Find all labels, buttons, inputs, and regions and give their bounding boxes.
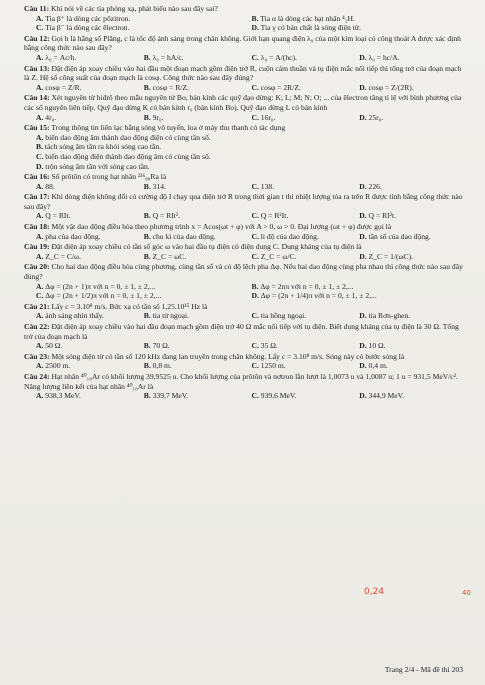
option-text: Tia γ có bản chất là sóng điện từ. <box>260 23 361 33</box>
option-label: A. <box>36 82 44 92</box>
answer-option <box>252 232 360 242</box>
answer-option <box>252 23 468 33</box>
option-label: D. <box>359 391 367 401</box>
question-text <box>24 262 467 281</box>
option-label: B. <box>143 361 151 371</box>
answer-option <box>144 182 252 192</box>
answer-option <box>359 341 467 351</box>
question-number: Câu 23: <box>24 351 50 361</box>
option-label: D. <box>359 251 367 261</box>
answer-option <box>359 83 467 93</box>
option-label: C. <box>251 391 259 401</box>
option-label: D. <box>359 112 367 122</box>
option-label: D. <box>359 181 367 191</box>
option-label: C. <box>251 112 259 122</box>
question-stem: Một vật dao động điều hòa theo phương trình x = Acos(ωt + φ) với A > 0, ω > 0. Đại lượng (ωt + φ) được gọi là <box>51 222 392 232</box>
option-text: Z_C = ωC. <box>152 251 187 261</box>
question-number: Câu 15: <box>24 123 50 133</box>
answer-option <box>359 391 467 401</box>
question-text <box>24 242 467 252</box>
answer-options <box>24 113 467 123</box>
question-text <box>24 372 467 391</box>
option-text: Z_C = C/ω. <box>45 251 81 261</box>
question-text <box>24 64 467 83</box>
question-number: Câu 14: <box>24 93 50 103</box>
question-stem: Trong thông tin liên lạc bằng sóng vô tuyến, loa ở máy thu thanh có tác dụng <box>51 123 286 133</box>
answer-options <box>24 311 467 321</box>
option-label: D. <box>359 341 367 351</box>
option-label: C. <box>251 82 259 92</box>
option-label: D. <box>251 23 259 33</box>
option-text: 25r₀. <box>368 112 384 122</box>
answer-option <box>359 113 467 123</box>
option-text: tia hồng ngoại. <box>260 311 307 321</box>
option-label: D. <box>359 231 367 241</box>
option-label: A. <box>36 13 44 23</box>
option-label: A. <box>36 361 44 371</box>
option-label: A. <box>36 341 44 351</box>
answer-options <box>24 133 467 171</box>
answer-option <box>36 152 467 162</box>
question-text <box>24 34 467 53</box>
answer-option <box>359 53 467 63</box>
question-number: Câu 18: <box>24 222 50 232</box>
answer-option <box>36 361 144 371</box>
question-text <box>24 192 467 211</box>
answer-option <box>36 252 144 262</box>
option-text: Q = RI²t. <box>368 211 396 221</box>
question-number: Câu 17: <box>24 192 50 202</box>
question-number: Câu 19: <box>24 242 50 252</box>
option-label: C. <box>251 341 259 351</box>
option-label: D. <box>251 291 259 301</box>
answer-option <box>36 14 252 24</box>
question-stem: Hạt nhân ⁴⁰₁₈Ar có khối lượng 39,9525 u. Cho khối lượng của prôtôn và nơtron lần lượt là 1,0073 u và 1,0087 u; 1 u = 931,5 MeV/c². Năng lượng liên kết của hạt nhân ⁴⁰₁₈Ar là <box>24 371 458 391</box>
question-number: Câu 12: <box>24 33 50 43</box>
question-block <box>24 172 467 191</box>
option-label: C. <box>251 52 259 62</box>
question-stem: Đặt điện áp xoay chiều có tần số góc ω vào hai đầu tụ điện có điện dung C. Dung kháng của tụ điện là <box>51 242 362 252</box>
question-stem: Một sóng điện từ có tần số 120 kHz đang lan truyền trong chân không. Lấy c = 3.10⁸ m/s. Sóng này có bước sóng là <box>51 351 405 361</box>
option-text: 314. <box>152 181 166 191</box>
option-label: C. <box>251 311 259 321</box>
option-text: 1250 m. <box>260 361 286 371</box>
option-text: λ₀ = hc/A. <box>368 52 400 62</box>
answer-option <box>36 282 252 292</box>
question-number: Câu 21: <box>24 301 50 311</box>
option-text: Δφ = 2nπ với n = 0, ± 1, ± 2,... <box>260 281 354 291</box>
option-label: D. <box>359 311 367 321</box>
option-text: 88. <box>45 181 55 191</box>
option-text: Z_C = ω/C. <box>260 251 297 261</box>
option-text: 9r₀. <box>152 112 164 122</box>
question-block <box>24 34 467 63</box>
option-label: B. <box>143 211 151 221</box>
option-label: A. <box>36 251 44 261</box>
option-text: tia tử ngoại. <box>152 311 190 321</box>
question-block <box>24 302 467 321</box>
option-text: pha của dao động. <box>45 231 101 241</box>
answer-option <box>252 391 360 401</box>
option-text: Q = RIt². <box>152 211 181 221</box>
question-list <box>24 4 467 401</box>
option-text: ánh sáng nhìn thấy. <box>45 311 104 321</box>
answer-options <box>24 211 467 221</box>
option-text: 339,7 MeV. <box>152 391 189 401</box>
answer-options <box>24 391 467 401</box>
option-text: cosφ = R/Z. <box>152 82 189 92</box>
answer-option <box>144 53 252 63</box>
question-number: Câu 24: <box>24 371 50 381</box>
answer-options <box>24 53 467 63</box>
question-block <box>24 93 467 122</box>
question-stem: Đặt điện áp xoay chiều vào hai đầu một đoạn mạch gồm điện trở R, cuộn cảm thuần và tụ điện mắc nối tiếp thì tổng trở của đoạn mạch là Z. Hệ số công suất của đoạn mạch là cosφ. Công thức nào sau đây đúng? <box>24 63 462 83</box>
answer-option <box>359 211 467 221</box>
option-text: 16r₀. <box>260 112 276 122</box>
option-label: B. <box>143 181 151 191</box>
question-number: Câu 13: <box>24 63 50 73</box>
option-text: cosφ = 2R/Z. <box>260 82 301 92</box>
option-label: C. <box>36 151 44 161</box>
answer-option <box>144 83 252 93</box>
option-text: biến dao động điện thành dao động âm có cùng tần số. <box>45 151 211 161</box>
question-stem: Xét nguyên tử hiđrô theo mẫu nguyên tử Bo, bán kính các quỹ đạo dừng: K; L; M; N; O; ... của êlectron tăng tỉ lệ với bình phương của các số nguyên liên tiếp. Quỹ đạo dừng K có bán kính r₀ (bán kính Bo). Quỹ đạo dừng L có bán kính <box>24 93 462 112</box>
answer-options <box>24 341 467 351</box>
answer-option <box>252 182 360 192</box>
question-block <box>24 352 467 371</box>
option-label: B. <box>143 391 151 401</box>
answer-option <box>144 341 252 351</box>
option-text: λ₀ = A/(hc). <box>260 52 297 62</box>
option-text: Tia β⁻ là dòng các êlectron. <box>45 23 130 33</box>
answer-option <box>252 14 468 24</box>
option-label: D. <box>36 161 44 171</box>
option-label: B. <box>143 231 151 241</box>
option-label: B. <box>143 341 151 351</box>
option-text: biến dao động âm thành dao động điện có cùng tần số. <box>45 132 211 142</box>
answer-option <box>252 341 360 351</box>
question-stem: Khi nói về các tia phóng xạ, phát biểu nào sau đây sai? <box>51 4 218 13</box>
option-text: tần số của dao động. <box>368 231 431 241</box>
question-text <box>24 302 467 312</box>
answer-option <box>144 252 252 262</box>
option-label: B. <box>36 142 43 152</box>
option-text: 2500 m. <box>45 361 71 371</box>
answer-option <box>144 311 252 321</box>
question-stem: Gọi h là hằng số Plăng, c là tốc độ ánh sáng trong chân không. Giới hạn quang điện λ₀ của một kim loại có công thoát A được xác định bằng công thức nào sau đây? <box>24 33 461 53</box>
question-text <box>24 93 467 112</box>
option-label: A. <box>36 211 44 221</box>
question-stem: Lấy c = 3.10⁸ m/s. Bức xạ có tần số 1,25.10¹⁵ Hz là <box>51 301 208 311</box>
option-text: tách sóng âm tần ra khỏi sóng cao tần. <box>44 142 162 152</box>
answer-option <box>36 391 144 401</box>
answer-option <box>252 53 360 63</box>
answer-option <box>252 113 360 123</box>
answer-options <box>24 252 467 262</box>
option-text: Δφ = (2n + 1/4)π với n = 0, ± 1, ± 2,... <box>260 291 377 301</box>
answer-option <box>144 361 252 371</box>
option-text: 939,6 MeV. <box>260 391 297 401</box>
option-label: A. <box>36 281 44 291</box>
answer-option <box>252 211 360 221</box>
option-label: B. <box>143 112 151 122</box>
answer-option <box>36 113 144 123</box>
option-text: 938,3 MeV. <box>45 391 81 401</box>
handwritten-note-right: 40 <box>462 589 471 597</box>
option-label: A. <box>36 181 44 191</box>
option-label: B. <box>143 311 151 321</box>
option-text: cosφ = Z/(2R). <box>368 82 414 92</box>
option-text: Δφ = (2n + 1/2)π với n = 0, ± 1, ± 2,... <box>45 291 162 301</box>
answer-option <box>36 133 467 143</box>
answer-option <box>36 162 467 172</box>
option-label: B. <box>143 52 151 62</box>
question-block <box>24 372 467 401</box>
question-block <box>24 262 467 300</box>
answer-option <box>252 291 468 301</box>
answer-option <box>252 361 360 371</box>
option-label: A. <box>36 52 44 62</box>
option-text: 226. <box>368 181 382 191</box>
question-text <box>24 352 467 362</box>
answer-option <box>36 291 252 301</box>
answer-option <box>252 83 360 93</box>
answer-option <box>36 23 252 33</box>
option-label: B. <box>143 82 151 92</box>
option-label: D. <box>359 361 367 371</box>
option-text: Tia β⁺ là dòng các pôzitron. <box>45 13 131 23</box>
option-text: 35 Ω. <box>260 341 278 351</box>
option-label: A. <box>36 231 44 241</box>
option-label: C. <box>36 23 44 33</box>
handwritten-note: 0,24 <box>364 587 385 597</box>
option-text: λ₀ = hA/c. <box>152 52 184 62</box>
answer-option <box>359 232 467 242</box>
option-label: D. <box>359 211 367 221</box>
option-label: C. <box>251 181 259 191</box>
option-text: 70 Ω. <box>152 341 170 351</box>
option-label: C. <box>251 251 259 261</box>
question-stem: Khi dòng điện không đổi có cường độ I chạy qua điện trở R trong thời gian t thì nhiệt lượng tỏa ra trên R được tính bằng công thức nào sau đây? <box>24 192 463 211</box>
answer-option <box>36 341 144 351</box>
option-label: D. <box>359 52 367 62</box>
question-number: Câu 11: <box>24 4 50 13</box>
answer-option <box>144 232 252 242</box>
answer-options <box>24 232 467 242</box>
question-text <box>24 123 467 133</box>
option-label: C. <box>36 291 44 301</box>
question-block <box>24 4 467 33</box>
option-text: li độ của dao động. <box>260 231 319 241</box>
option-label: C. <box>251 211 259 221</box>
page-footer: Trang 2/4 - Mã đề thi 203 <box>384 665 463 675</box>
answer-option <box>359 252 467 262</box>
answer-options <box>24 83 467 93</box>
question-stem: Cho hai dao động điều hòa cùng phương, cùng tần số và có độ lệch pha Δφ. Nếu hai dao động cùng pha nhau thì công thức nào sau đây đúng? <box>24 262 463 282</box>
answer-option <box>36 232 144 242</box>
option-label: B. <box>251 13 259 23</box>
question-text <box>24 322 467 341</box>
question-block <box>24 123 467 171</box>
answer-options <box>24 361 467 371</box>
option-label: C. <box>251 361 259 371</box>
option-text: Δφ = (2n + 1)π với n = 0, ± 1, ± 2,... <box>45 281 156 291</box>
option-text: λ₀ = Ac/h. <box>45 52 77 62</box>
option-text: trộn sóng âm tần với sóng cao tần. <box>45 161 150 171</box>
answer-options <box>24 182 467 192</box>
option-label: B. <box>143 251 151 261</box>
answer-option <box>36 182 144 192</box>
answer-option <box>144 391 252 401</box>
question-number: Câu 16: <box>24 172 50 182</box>
option-label: A. <box>36 391 44 401</box>
answer-option <box>252 311 360 321</box>
question-block <box>24 322 467 351</box>
option-text: 0,8 m. <box>152 361 172 371</box>
answer-option <box>36 142 467 152</box>
question-text <box>24 172 467 182</box>
question-stem: Số prôtôn có trong hạt nhân ²²⁶₈₈Ra là <box>51 172 167 182</box>
question-text <box>24 4 467 14</box>
option-text: 344,9 MeV. <box>368 391 405 401</box>
option-text: 50 Ω. <box>45 341 63 351</box>
option-text: 4r₀. <box>45 112 57 122</box>
option-label: C. <box>251 231 259 241</box>
answer-option <box>144 113 252 123</box>
answer-option <box>36 311 144 321</box>
option-text: Q = R²It. <box>260 211 289 221</box>
answer-option <box>252 282 468 292</box>
option-text: chu kì của dao động. <box>152 231 216 241</box>
answer-option <box>359 182 467 192</box>
option-text: Tia α là dòng các hạt nhân ⁴₂H. <box>260 13 355 23</box>
question-number: Câu 20: <box>24 262 50 272</box>
option-text: Q = RIt. <box>45 211 71 221</box>
option-text: 138. <box>260 181 275 191</box>
option-label: A. <box>36 132 44 142</box>
option-label: D. <box>359 82 367 92</box>
question-stem: Đặt điện áp xoay chiều vào hai đầu đoạn mạch gồm điện trở 40 Ω mắc nối tiếp với tụ điện. Biết dung kháng của tụ điện là 30 Ω. Tổng trở của đoạn mạch là <box>24 322 459 341</box>
answer-option <box>144 211 252 221</box>
option-label: A. <box>36 112 44 122</box>
option-text: cosφ = Z/R. <box>45 82 82 92</box>
question-text <box>24 222 467 232</box>
question-block <box>24 64 467 93</box>
answer-options <box>24 282 467 301</box>
answer-option <box>359 311 467 321</box>
option-text: 10 Ω. <box>368 341 386 351</box>
option-text: tia Rơn-ghen. <box>368 311 411 321</box>
option-text: Z_C = 1/(ωC). <box>368 251 414 261</box>
option-label: B. <box>251 281 259 291</box>
option-label: A. <box>36 311 44 321</box>
question-block <box>24 242 467 261</box>
answer-option <box>36 83 144 93</box>
option-text: 0,4 m. <box>368 361 388 371</box>
answer-option <box>252 252 360 262</box>
answer-option <box>359 361 467 371</box>
answer-options <box>24 14 467 33</box>
question-block <box>24 192 467 221</box>
question-block <box>24 222 467 241</box>
answer-option <box>36 53 144 63</box>
question-number: Câu 22: <box>24 322 50 331</box>
answer-option <box>36 211 144 221</box>
